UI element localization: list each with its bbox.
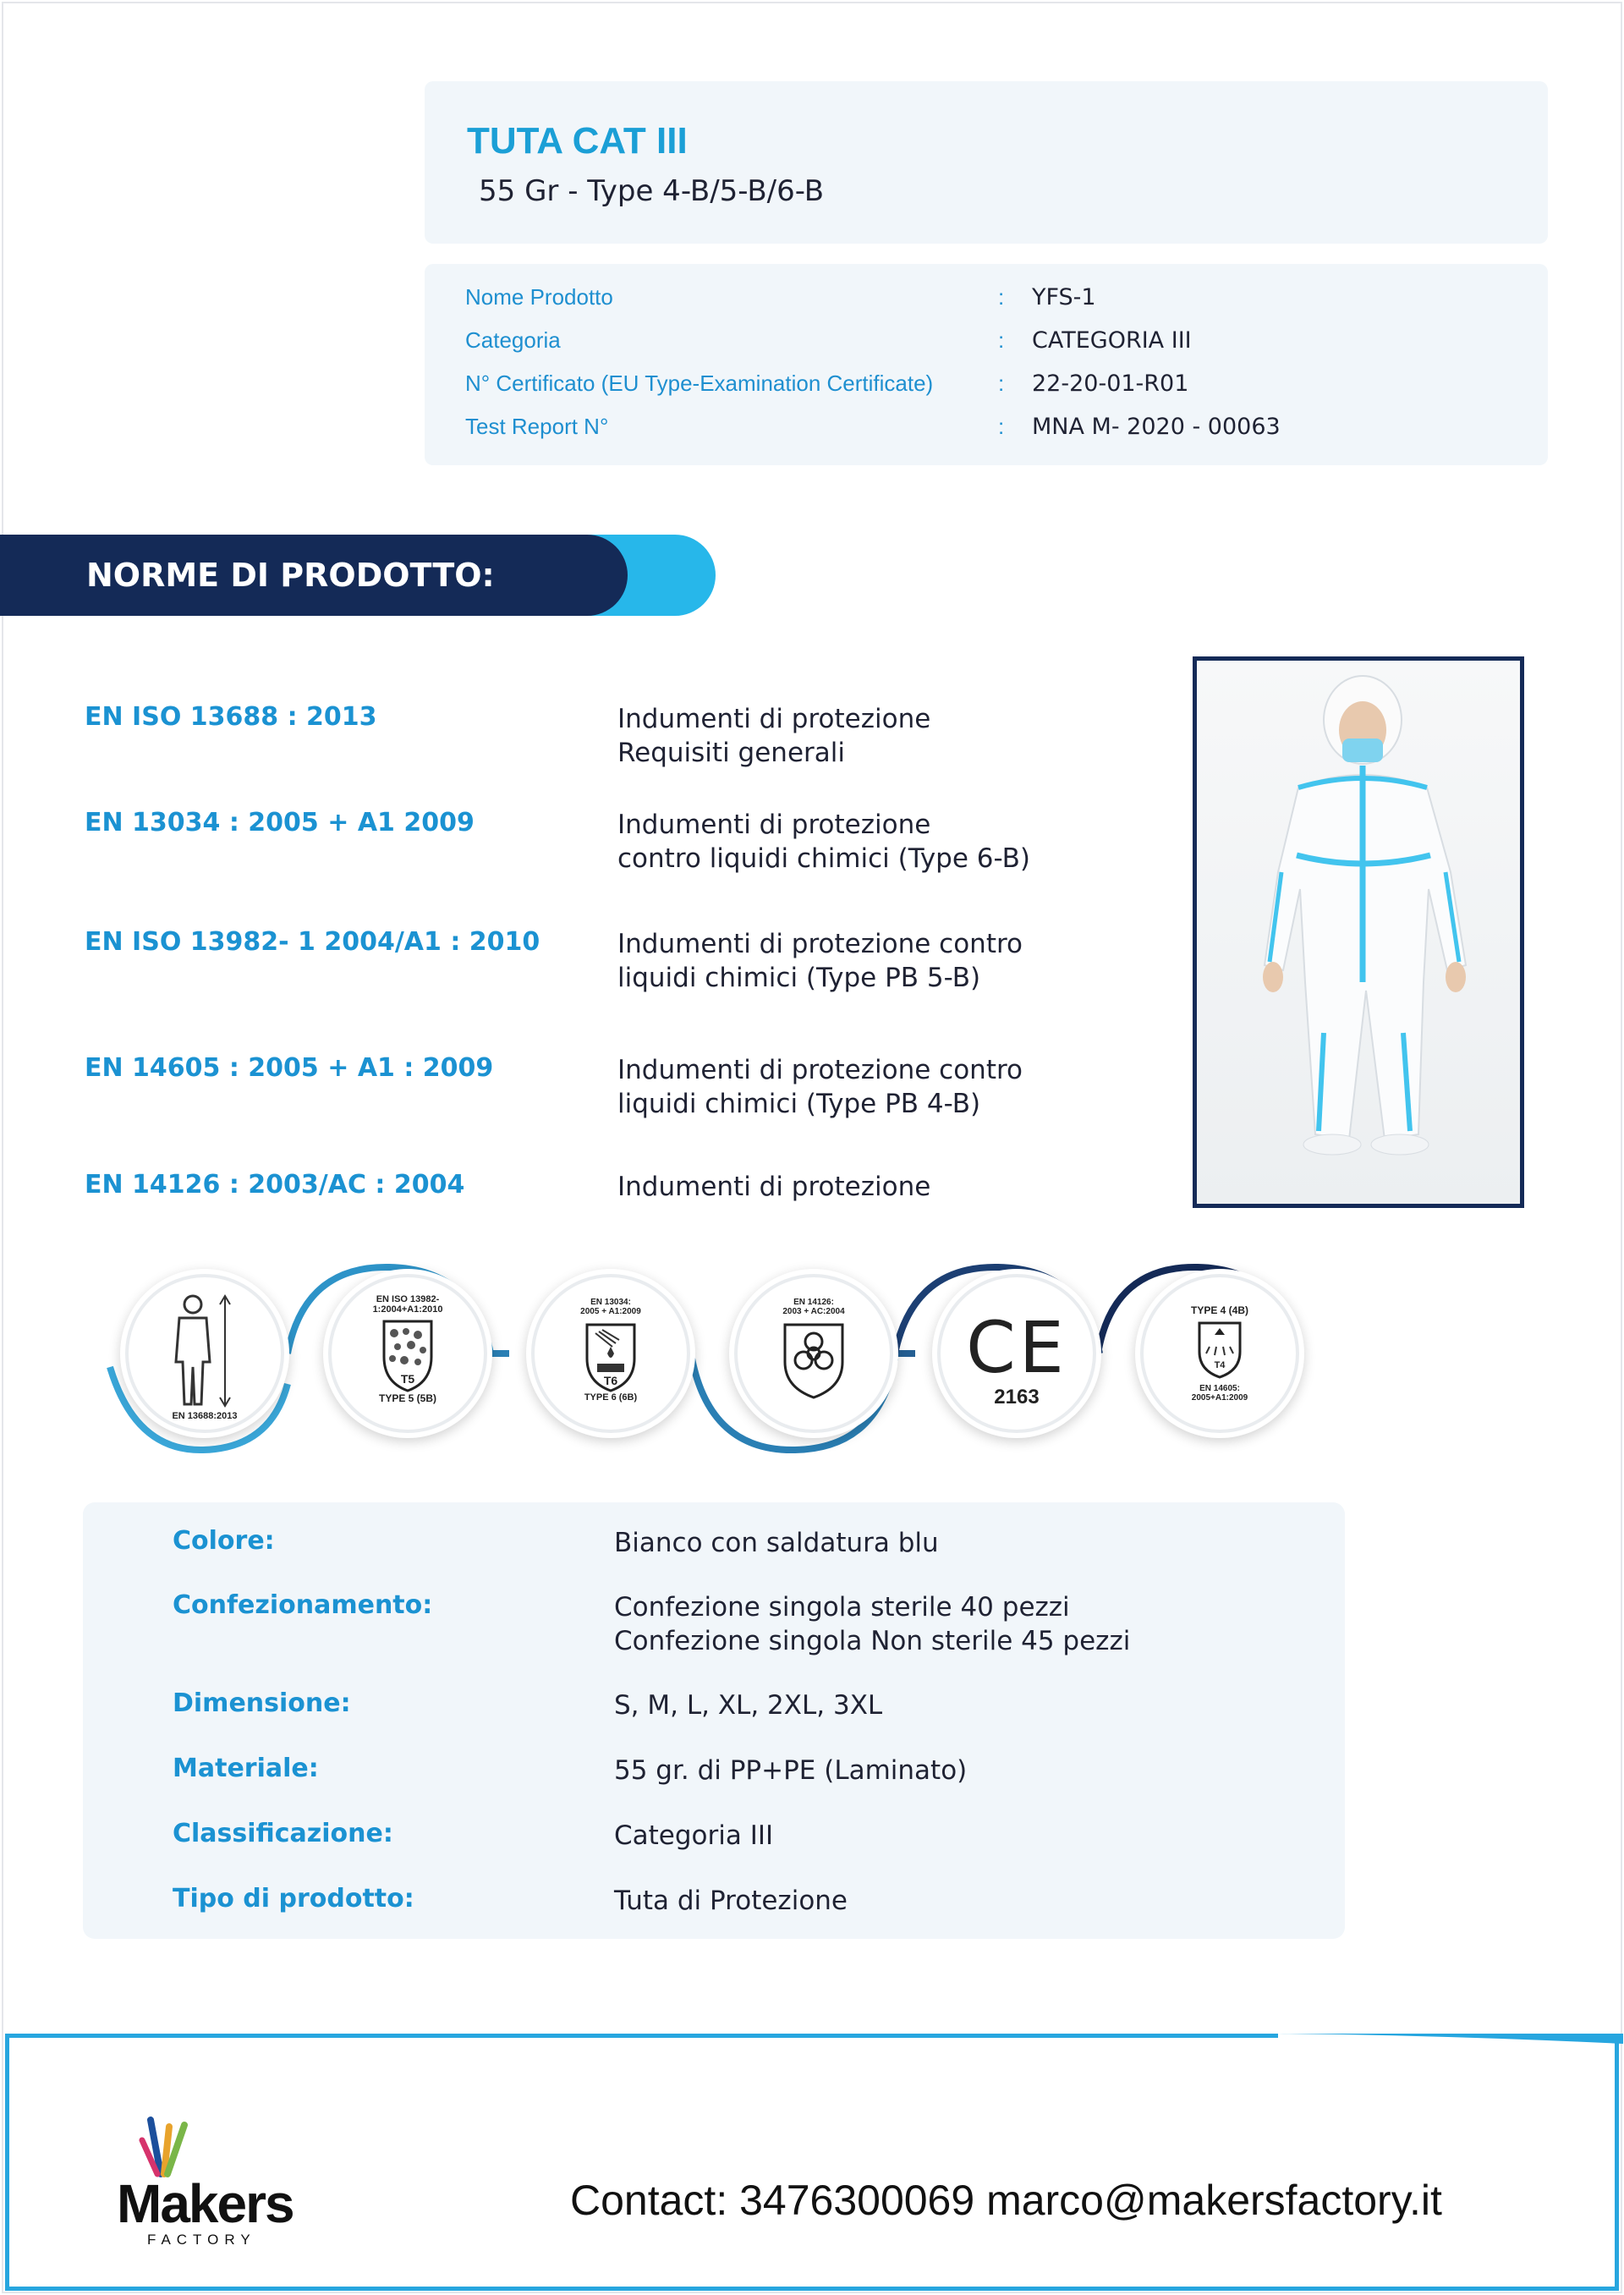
spec-label: Classificazione: — [173, 1819, 393, 1848]
standard-code: EN 13034 : 2005 + A1 2009 — [85, 808, 475, 837]
cert-label: EN 14605: 2005+A1:2009 — [1191, 1384, 1248, 1403]
spec-value: Confezione singola sterile 40 pezzi Confezione singola Non sterile 45 pezzi — [614, 1592, 1131, 1656]
cert-mark: T6 — [603, 1374, 618, 1387]
spec-label: Confezionamento: — [173, 1590, 433, 1620]
product-subtitle: 55 Gr - Type 4-B/5-B/6-B — [479, 174, 825, 208]
info-label: Nome Prodotto — [465, 284, 613, 310]
cert-standard: TYPE 4 (4B) — [1190, 1304, 1248, 1316]
cert-standard: EN 13034: 2005 + A1:2009 — [580, 1298, 641, 1316]
info-value: CATEGORIA III — [1032, 327, 1192, 354]
info-label: Test Report N° — [465, 414, 609, 439]
section-title: NORME DI PRODOTTO: — [86, 557, 495, 594]
info-separator: : — [998, 414, 1005, 439]
body-size-icon — [120, 1269, 289, 1438]
info-separator: : — [998, 327, 1005, 353]
info-row — [465, 371, 1514, 404]
certification-icons — [102, 1257, 1320, 1460]
cert-standard: EN ISO 13982- 1:2004+A1:2010 — [372, 1294, 443, 1315]
coverall-illustration — [1197, 661, 1520, 1204]
standard-description: Indumenti di protezione contro liquidi chimici (Type PB 4-B) — [617, 1055, 1023, 1119]
product-photo — [1193, 656, 1524, 1208]
standard-code: EN 14126 : 2003/AC : 2004 — [85, 1170, 465, 1200]
info-separator: : — [998, 284, 1005, 310]
logo-wordmark: Makers — [117, 2173, 294, 2234]
cert-mark: T5 — [400, 1372, 415, 1386]
ce-mark-icon — [932, 1269, 1101, 1438]
info-separator: : — [998, 371, 1005, 396]
spec-label: Colore: — [173, 1526, 275, 1556]
spec-value: Categoria III — [614, 1820, 774, 1851]
info-row — [465, 284, 1514, 318]
footer-top-curve — [9, 2034, 1623, 2047]
biohazard-shield-icon — [729, 1269, 898, 1438]
info-label: N° Certificato (EU Type-Examination Certificate) — [465, 371, 934, 396]
ce-mark: CE — [966, 1306, 1067, 1389]
product-title: TUTA CAT III — [467, 120, 688, 162]
cert-standard: EN 14126: 2003 + AC:2004 — [782, 1298, 845, 1316]
liquid-spray-shield-icon — [526, 1269, 695, 1438]
info-row — [465, 327, 1514, 361]
product-info-card — [425, 264, 1548, 465]
spec-value: Tuta di Protezione — [614, 1886, 848, 1916]
cert-label: 2163 — [994, 1386, 1040, 1408]
title-card — [425, 81, 1548, 244]
cert-label: TYPE 6 (6B) — [584, 1392, 638, 1403]
standard-description: Indumenti di protezione contro liquidi chimici (Type PB 5-B) — [617, 929, 1023, 993]
spec-label: Dimensione: — [173, 1688, 351, 1718]
cert-mark: T4 — [1214, 1360, 1226, 1370]
spec-value: 55 gr. di PP+PE (Laminato) — [614, 1755, 968, 1786]
info-value: YFS-1 — [1032, 284, 1096, 310]
standard-code: EN ISO 13688 : 2013 — [85, 702, 377, 732]
cert-label: EN 13688:2013 — [172, 1411, 238, 1421]
standard-description: Indumenti di protezione — [617, 1172, 931, 1202]
info-value: MNA M- 2020 - 00063 — [1032, 414, 1281, 440]
cert-label: TYPE 5 (5B) — [378, 1392, 436, 1404]
section-banner — [0, 535, 628, 616]
standard-description: Indumenti di protezione contro liquidi chimici (Type 6-B) — [617, 810, 1030, 874]
specs-card — [83, 1502, 1345, 1939]
spec-label: Tipo di prodotto: — [173, 1884, 414, 1913]
logo-subtitle: FACTORY — [147, 2232, 256, 2248]
particle-shield-icon — [323, 1269, 492, 1438]
spec-label: Materiale: — [173, 1754, 319, 1783]
spec-value: Bianco con saldatura blu — [614, 1528, 939, 1558]
contact-info: Contact: 3476300069 marco@makersfactory.it — [570, 2177, 1442, 2224]
makers-factory-logo — [117, 2115, 303, 2250]
info-label: Categoria — [465, 327, 561, 353]
standard-code: EN 14605 : 2005 + A1 : 2009 — [85, 1053, 494, 1083]
standard-description: Indumenti di protezione Requisiti generali — [617, 704, 931, 768]
standard-code: EN ISO 13982- 1 2004/A1 : 2010 — [85, 927, 540, 957]
info-row — [465, 414, 1514, 447]
liquid-jet-shield-icon — [1135, 1269, 1304, 1438]
spec-value: S, M, L, XL, 2XL, 3XL — [614, 1690, 883, 1721]
info-value: 22-20-01-R01 — [1032, 371, 1189, 397]
